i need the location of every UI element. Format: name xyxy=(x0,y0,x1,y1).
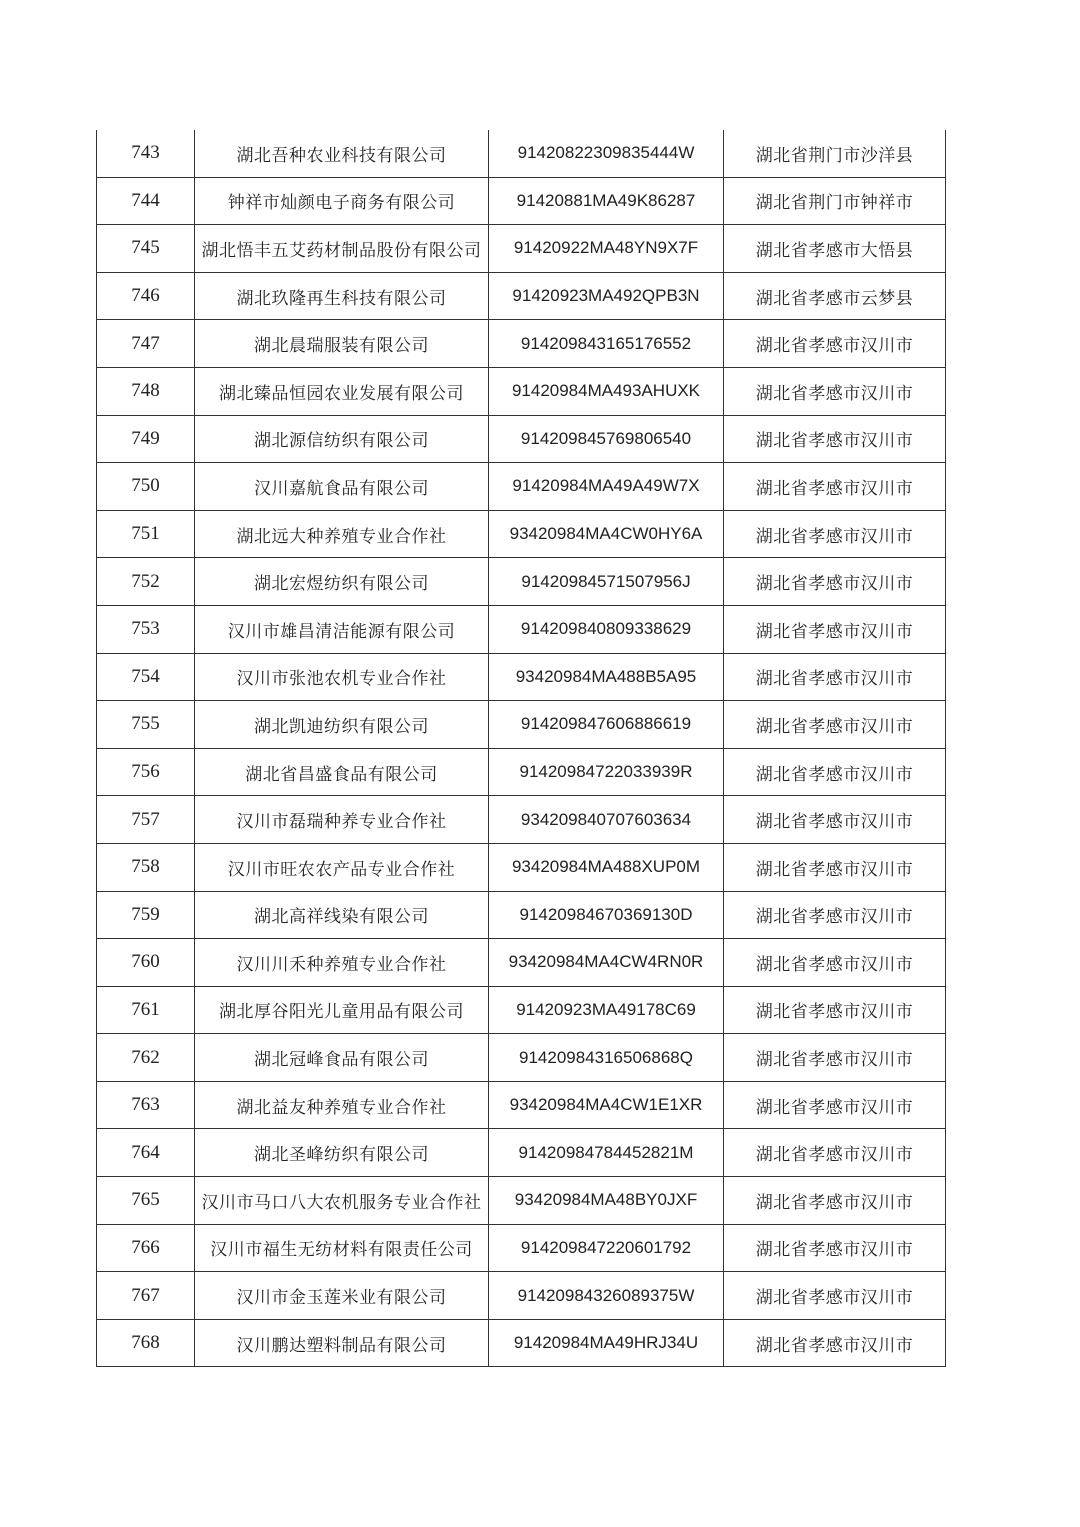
region-cell: 湖北省孝感市汉川市 xyxy=(724,796,946,844)
region-cell: 湖北省孝感市汉川市 xyxy=(724,1224,946,1272)
row-number-cell: 759 xyxy=(97,891,195,939)
company-name-cell: 湖北凯迪纺织有限公司 xyxy=(195,701,489,749)
credit-code-cell: 934209840707603634 xyxy=(489,796,724,844)
table-row xyxy=(97,1224,946,1272)
company-name-cell: 汉川市雄昌清洁能源有限公司 xyxy=(195,605,489,653)
credit-code-cell: 93420984MA488XUP0M xyxy=(489,843,724,891)
table-row xyxy=(97,1272,946,1320)
row-number-cell: 764 xyxy=(97,1129,195,1177)
company-name-cell: 钟祥市灿颜电子商务有限公司 xyxy=(195,177,489,225)
region-cell: 湖北省孝感市大悟县 xyxy=(724,225,946,273)
region-cell: 湖北省孝感市汉川市 xyxy=(724,986,946,1034)
credit-code-cell: 93420984MA4CW0HY6A xyxy=(489,510,724,558)
row-number-cell: 749 xyxy=(97,415,195,463)
company-name-cell: 汉川市张池农机专业合作社 xyxy=(195,653,489,701)
region-cell: 湖北省孝感市汉川市 xyxy=(724,463,946,511)
table-row xyxy=(97,415,946,463)
company-name-cell: 湖北冠峰食品有限公司 xyxy=(195,1034,489,1082)
credit-code-cell: 914209845769806540 xyxy=(489,415,724,463)
credit-code-cell: 93420984MA4CW4RN0R xyxy=(489,939,724,987)
table-row xyxy=(97,130,946,177)
row-number-cell: 766 xyxy=(97,1224,195,1272)
table-row xyxy=(97,891,946,939)
table-row xyxy=(97,1177,946,1225)
company-name-cell: 湖北益友种养殖专业合作社 xyxy=(195,1081,489,1129)
credit-code-cell: 91420923MA49178C69 xyxy=(489,986,724,1034)
credit-code-cell: 93420984MA488B5A95 xyxy=(489,653,724,701)
row-number-cell: 760 xyxy=(97,939,195,987)
row-number-cell: 756 xyxy=(97,748,195,796)
credit-code-cell: 914209847606886619 xyxy=(489,701,724,749)
row-number-cell: 743 xyxy=(97,130,195,177)
credit-code-cell: 91420984326089375W xyxy=(489,1272,724,1320)
table-row xyxy=(97,177,946,225)
region-cell: 湖北省孝感市汉川市 xyxy=(724,1319,946,1367)
region-cell: 湖北省荆门市沙洋县 xyxy=(724,130,946,177)
credit-code-cell: 91420984722033939R xyxy=(489,748,724,796)
region-cell: 湖北省孝感市汉川市 xyxy=(724,1081,946,1129)
row-number-cell: 750 xyxy=(97,463,195,511)
table-row xyxy=(97,748,946,796)
row-number-cell: 761 xyxy=(97,986,195,1034)
row-number-cell: 751 xyxy=(97,510,195,558)
credit-code-cell: 91420984MA49HRJ34U xyxy=(489,1319,724,1367)
table-row xyxy=(97,1081,946,1129)
row-number-cell: 748 xyxy=(97,367,195,415)
region-cell: 湖北省孝感市汉川市 xyxy=(724,1272,946,1320)
table-row xyxy=(97,1319,946,1367)
row-number-cell: 757 xyxy=(97,796,195,844)
company-name-cell: 湖北圣峰纺织有限公司 xyxy=(195,1129,489,1177)
company-name-cell: 湖北玖隆再生科技有限公司 xyxy=(195,272,489,320)
region-cell: 湖北省孝感市汉川市 xyxy=(724,558,946,606)
credit-code-cell: 91420984784452821M xyxy=(489,1129,724,1177)
company-name-cell: 汉川市马口八大农机服务专业合作社 xyxy=(195,1177,489,1225)
company-list-table xyxy=(96,130,946,1367)
region-cell: 湖北省孝感市汉川市 xyxy=(724,1034,946,1082)
credit-code-cell: 91420984MA49A49W7X xyxy=(489,463,724,511)
row-number-cell: 765 xyxy=(97,1177,195,1225)
region-cell: 湖北省孝感市汉川市 xyxy=(724,939,946,987)
region-cell: 湖北省孝感市汉川市 xyxy=(724,653,946,701)
company-name-cell: 汉川鹏达塑料制品有限公司 xyxy=(195,1319,489,1367)
company-list-table-wrapper xyxy=(96,130,945,1367)
credit-code-cell: 914209840809338629 xyxy=(489,605,724,653)
credit-code-cell: 91420984316506868Q xyxy=(489,1034,724,1082)
company-name-cell: 汉川嘉航食品有限公司 xyxy=(195,463,489,511)
row-number-cell: 755 xyxy=(97,701,195,749)
table-row xyxy=(97,320,946,368)
region-cell: 湖北省孝感市汉川市 xyxy=(724,843,946,891)
row-number-cell: 763 xyxy=(97,1081,195,1129)
company-name-cell: 汉川市磊瑞种养专业合作社 xyxy=(195,796,489,844)
credit-code-cell: 91420923MA492QPB3N xyxy=(489,272,724,320)
credit-code-cell: 93420984MA4CW1E1XR xyxy=(489,1081,724,1129)
credit-code-cell: 91420922MA48YN9X7F xyxy=(489,225,724,273)
table-row xyxy=(97,558,946,606)
company-name-cell: 湖北臻品恒园农业发展有限公司 xyxy=(195,367,489,415)
region-cell: 湖北省孝感市云梦县 xyxy=(724,272,946,320)
row-number-cell: 744 xyxy=(97,177,195,225)
credit-code-cell: 91420984571507956J xyxy=(489,558,724,606)
table-row xyxy=(97,272,946,320)
row-number-cell: 768 xyxy=(97,1319,195,1367)
region-cell: 湖北省孝感市汉川市 xyxy=(724,510,946,558)
credit-code-cell: 914209843165176552 xyxy=(489,320,724,368)
table-body xyxy=(97,130,946,1367)
row-number-cell: 758 xyxy=(97,843,195,891)
region-cell: 湖北省孝感市汉川市 xyxy=(724,320,946,368)
table-row xyxy=(97,463,946,511)
region-cell: 湖北省孝感市汉川市 xyxy=(724,701,946,749)
credit-code-cell: 914209847220601792 xyxy=(489,1224,724,1272)
company-name-cell: 湖北晨瑞服装有限公司 xyxy=(195,320,489,368)
row-number-cell: 767 xyxy=(97,1272,195,1320)
table-row xyxy=(97,510,946,558)
region-cell: 湖北省孝感市汉川市 xyxy=(724,891,946,939)
table-row xyxy=(97,986,946,1034)
company-name-cell: 湖北源信纺织有限公司 xyxy=(195,415,489,463)
credit-code-cell: 91420984670369130D xyxy=(489,891,724,939)
company-name-cell: 汉川市金玉莲米业有限公司 xyxy=(195,1272,489,1320)
company-name-cell: 湖北省昌盛食品有限公司 xyxy=(195,748,489,796)
table-row xyxy=(97,939,946,987)
table-row xyxy=(97,605,946,653)
row-number-cell: 762 xyxy=(97,1034,195,1082)
table-row xyxy=(97,1034,946,1082)
table-row xyxy=(97,796,946,844)
table-row xyxy=(97,701,946,749)
table-row xyxy=(97,367,946,415)
company-name-cell: 湖北悟丰五艾药材制品股份有限公司 xyxy=(195,225,489,273)
region-cell: 湖北省孝感市汉川市 xyxy=(724,1129,946,1177)
region-cell: 湖北省孝感市汉川市 xyxy=(724,1177,946,1225)
credit-code-cell: 91420881MA49K86287 xyxy=(489,177,724,225)
company-name-cell: 湖北高祥线染有限公司 xyxy=(195,891,489,939)
region-cell: 湖北省孝感市汉川市 xyxy=(724,605,946,653)
region-cell: 湖北省荆门市钟祥市 xyxy=(724,177,946,225)
row-number-cell: 753 xyxy=(97,605,195,653)
credit-code-cell: 93420984MA48BY0JXF xyxy=(489,1177,724,1225)
company-name-cell: 湖北厚谷阳光儿童用品有限公司 xyxy=(195,986,489,1034)
table-row xyxy=(97,653,946,701)
credit-code-cell: 91420822309835444W xyxy=(489,130,724,177)
table-row xyxy=(97,225,946,273)
company-name-cell: 汉川川禾种养殖专业合作社 xyxy=(195,939,489,987)
row-number-cell: 754 xyxy=(97,653,195,701)
row-number-cell: 752 xyxy=(97,558,195,606)
company-name-cell: 汉川市旺农农产品专业合作社 xyxy=(195,843,489,891)
credit-code-cell: 91420984MA493AHUXK xyxy=(489,367,724,415)
row-number-cell: 746 xyxy=(97,272,195,320)
region-cell: 湖北省孝感市汉川市 xyxy=(724,415,946,463)
row-number-cell: 747 xyxy=(97,320,195,368)
row-number-cell: 745 xyxy=(97,225,195,273)
table-row xyxy=(97,843,946,891)
region-cell: 湖北省孝感市汉川市 xyxy=(724,367,946,415)
company-name-cell: 湖北吾种农业科技有限公司 xyxy=(195,130,489,177)
region-cell: 湖北省孝感市汉川市 xyxy=(724,748,946,796)
company-name-cell: 湖北宏煜纺织有限公司 xyxy=(195,558,489,606)
company-name-cell: 湖北远大种养殖专业合作社 xyxy=(195,510,489,558)
company-name-cell: 汉川市福生无纺材料有限责任公司 xyxy=(195,1224,489,1272)
table-row xyxy=(97,1129,946,1177)
